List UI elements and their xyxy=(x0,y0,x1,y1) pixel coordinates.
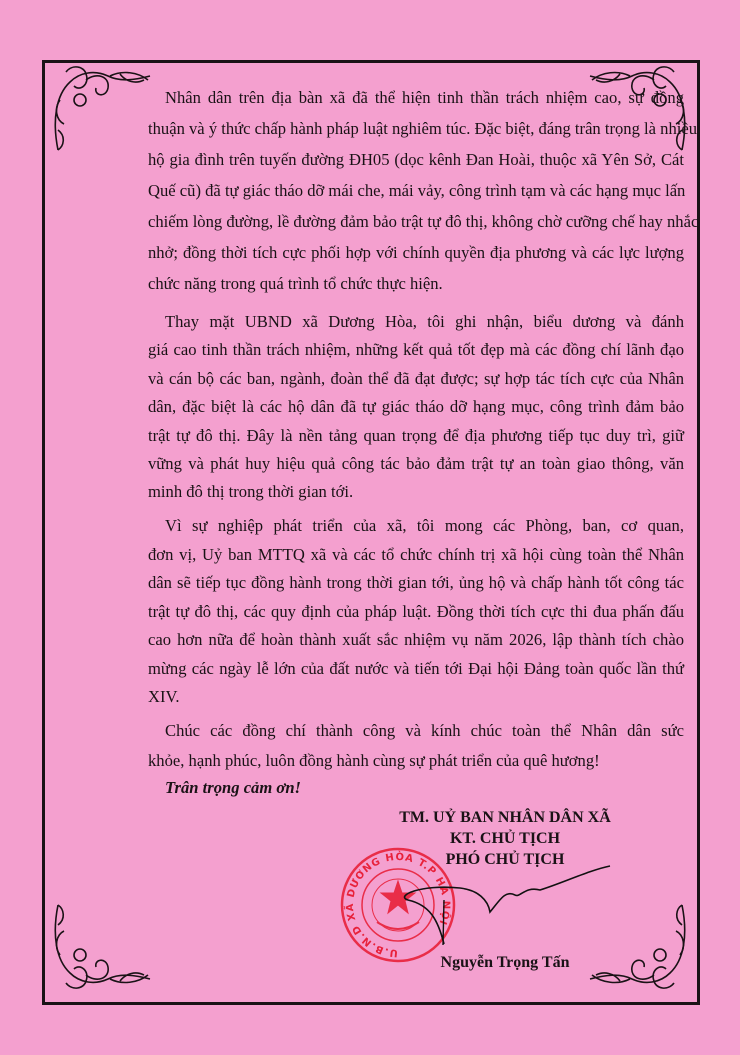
text-line: dân, đặc biệt là các hộ dân đã tự giác tháo dỡ hạng mục, công trình đảm bảo xyxy=(148,397,684,417)
text-line: đơn vị, Uỷ ban MTTQ xã và các tổ chức chính trị xã hội cùng toàn thể Nhân xyxy=(148,544,684,564)
text-line: Thay mặt UBND xã Dương Hòa, tôi ghi nhận, biểu dương và đánh xyxy=(165,312,684,331)
stamp-text: U.B.N.D XÃ DƯƠNG HÒA T.P HÀ NỘI xyxy=(344,851,452,959)
text-line: Quế cũ) đã tự giác tháo dỡ mái che, mái vảy, công trình tạm và các hạng mục lấn xyxy=(148,181,686,200)
signature-org: TM. UỶ BAN NHÂN DÂN XÃ xyxy=(399,809,611,826)
text-line: và cán bộ các ban, ngành, đoàn thể đã đạt được; sự hợp tác tích cực của Nhân xyxy=(148,368,684,388)
text-line: dân sẽ tiếp tục đồng hành trong thời gian tới, ủng hộ và chấp hành tốt công tác xyxy=(148,573,684,592)
text-line: XIV. xyxy=(148,687,180,706)
text-line: minh đô thị trong thời gian tới. xyxy=(148,482,354,502)
text-line: Vì sự nghiệp phát triển của xã, tôi mong các Phòng, ban, cơ quan, xyxy=(165,516,684,535)
text-line: trật tự đô thị, các quy định của pháp luật. Đồng thời tích cực thi đua phấn đấu xyxy=(148,601,684,621)
text-line: cao hơn nữa để hoàn thành xuất sắc nhiệm vụ năm 2026, lập thành tích chào xyxy=(148,630,684,649)
text-line: chức năng trong quá trình tổ chức thực hiện. xyxy=(148,274,443,293)
text-line: hộ gia đình trên tuyến đường ĐH05 (dọc kênh Đan Hoài, thuộc xã Yên Sở, Cát xyxy=(148,150,684,169)
closing-text: Trân trọng cảm ơn! xyxy=(165,778,301,797)
text-line: khỏe, hạnh phúc, luôn đồng hành cùng sự phát triển của quê hương! xyxy=(148,751,600,770)
signature-role1: KT. CHỦ TỊCH xyxy=(449,830,561,847)
text-line: chiếm lòng đường, lề đường đảm bảo trật tự đô thị, không chờ cưỡng chế hay nhắc xyxy=(148,212,699,231)
signature-role2: PHÓ CHỦ TỊCH xyxy=(445,851,565,868)
text-line: Nhân dân trên địa bàn xã đã thể hiện tinh thần trách nhiệm cao, sự đồng xyxy=(165,88,684,107)
text-line: thuận và ý thức chấp hành pháp luật nghiêm túc. Đặc biệt, đáng trân trọng là nhiều xyxy=(148,119,698,138)
text-line: nhở; đồng thời tích cực phối hợp với chính quyền địa phương và các lực lượng xyxy=(148,243,684,262)
text-line: mừng các ngày lễ lớn của đất nước và tiến tới Đại hội Đảng toàn quốc lần thứ xyxy=(148,658,684,678)
text-line: trật tự đô thị. Đây là nền tảng quan trọng để địa phương tiếp tục duy trì, giữ xyxy=(148,425,684,445)
signer-name: Nguyễn Trọng Tấn xyxy=(440,954,570,971)
text-line: Chúc các đồng chí thành công và kính chúc toàn thể Nhân dân sức xyxy=(165,721,684,740)
text-line: giá cao tinh thần trách nhiệm, những kết quả tốt đẹp mà các đồng chí lãnh đạo xyxy=(148,340,684,360)
text-line: vững và phát huy hiệu quả công tác bảo đảm trật tự an toàn giao thông, văn xyxy=(148,454,684,474)
